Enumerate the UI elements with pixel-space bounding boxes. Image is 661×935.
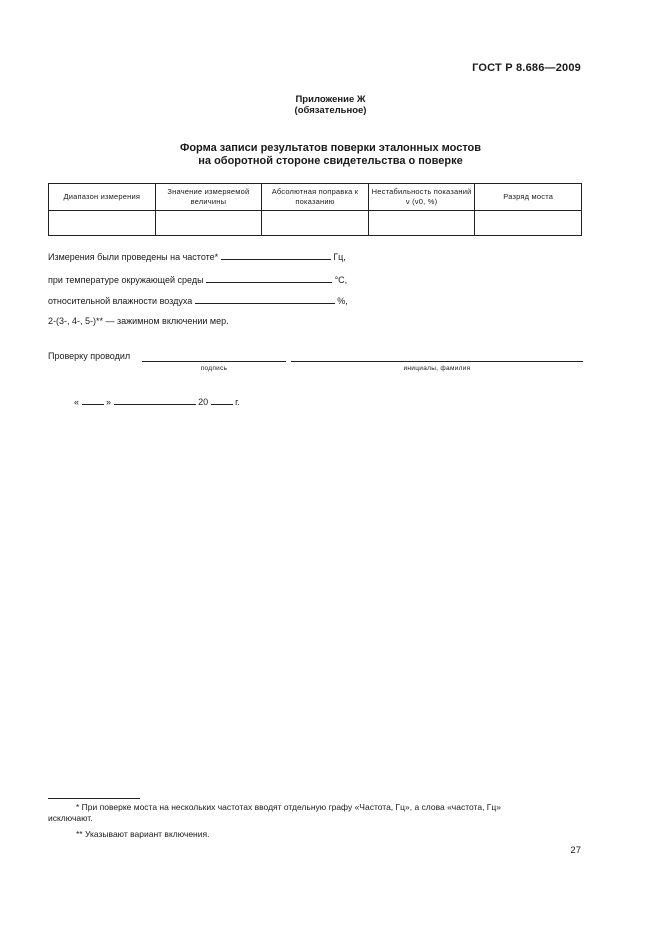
year-field[interactable] [211, 395, 233, 405]
table-cell-value[interactable] [155, 211, 262, 236]
temperature-unit: °С, [334, 275, 348, 285]
signature-caption: подпись [200, 365, 228, 372]
connection-mode-line: 2-(3-, 4-, 5-)** — зажимном включении мер. [48, 316, 229, 326]
column-header-bridge-class: Разряд моста [475, 184, 582, 211]
humidity-field[interactable] [195, 294, 335, 304]
table-cell-bridge-class[interactable] [475, 211, 582, 236]
document-code: ГОСТ Р 8.686—2009 [472, 62, 581, 74]
column-header-range: Диапазон измерения [49, 184, 156, 211]
column-header-instability: Нестабильность показаний ν (ν0, %) [368, 184, 475, 211]
results-table [48, 183, 582, 236]
frequency-label: Измерения были проведены на частоте* [48, 252, 219, 262]
page-number: 27 [570, 845, 581, 856]
table-header-row [49, 184, 582, 211]
table-cell-range[interactable] [49, 211, 156, 236]
temperature-line [48, 273, 347, 285]
date-open-quote: « [74, 397, 80, 407]
footnote-1-line-2: исключают. [48, 813, 93, 823]
date-close-quote: » [106, 397, 112, 407]
signature-label: Проверку проводил [48, 351, 131, 361]
column-header-correction: Абсолютная поправка к показанию [262, 184, 369, 211]
appendix-title: Приложение Ж [295, 94, 366, 105]
table-row [49, 211, 582, 236]
column-header-value: Значение измеряемой величины [155, 184, 262, 211]
form-title-line-1: Форма записи результатов поверки эталонных мостов [179, 142, 482, 154]
temperature-label: при температуре окружающей среды [48, 275, 204, 285]
humidity-unit: %, [337, 296, 348, 306]
month-field[interactable] [114, 395, 196, 405]
year-prefix: 20 [198, 397, 209, 407]
footnote-divider [48, 798, 140, 799]
temperature-field[interactable] [206, 273, 332, 283]
humidity-line [48, 294, 348, 306]
year-suffix: г. [235, 397, 240, 407]
appendix-status: (обязательное) [294, 105, 367, 116]
name-field[interactable] [291, 361, 583, 362]
signature-line [48, 351, 130, 361]
frequency-line [48, 250, 346, 262]
day-field[interactable] [82, 395, 104, 405]
footnote-2: ** Указывают вариант включения. [76, 829, 210, 839]
date-line [74, 395, 240, 407]
form-title-line-2: на оборотной стороне свидетельства о поверке [198, 155, 463, 167]
footnote-1-line-1: * При поверке моста на нескольких частотах вводят отдельную графу «Частота, Гц», а слова «частота, Гц» [76, 802, 501, 812]
humidity-label: относительной влажности воздуха [48, 296, 193, 306]
name-caption: инициалы, фамилия [403, 365, 471, 372]
frequency-unit: Гц, [333, 252, 346, 262]
frequency-field[interactable] [221, 250, 331, 260]
table-cell-instability[interactable] [368, 211, 475, 236]
table-cell-correction[interactable] [262, 211, 369, 236]
signature-field[interactable] [142, 361, 286, 362]
